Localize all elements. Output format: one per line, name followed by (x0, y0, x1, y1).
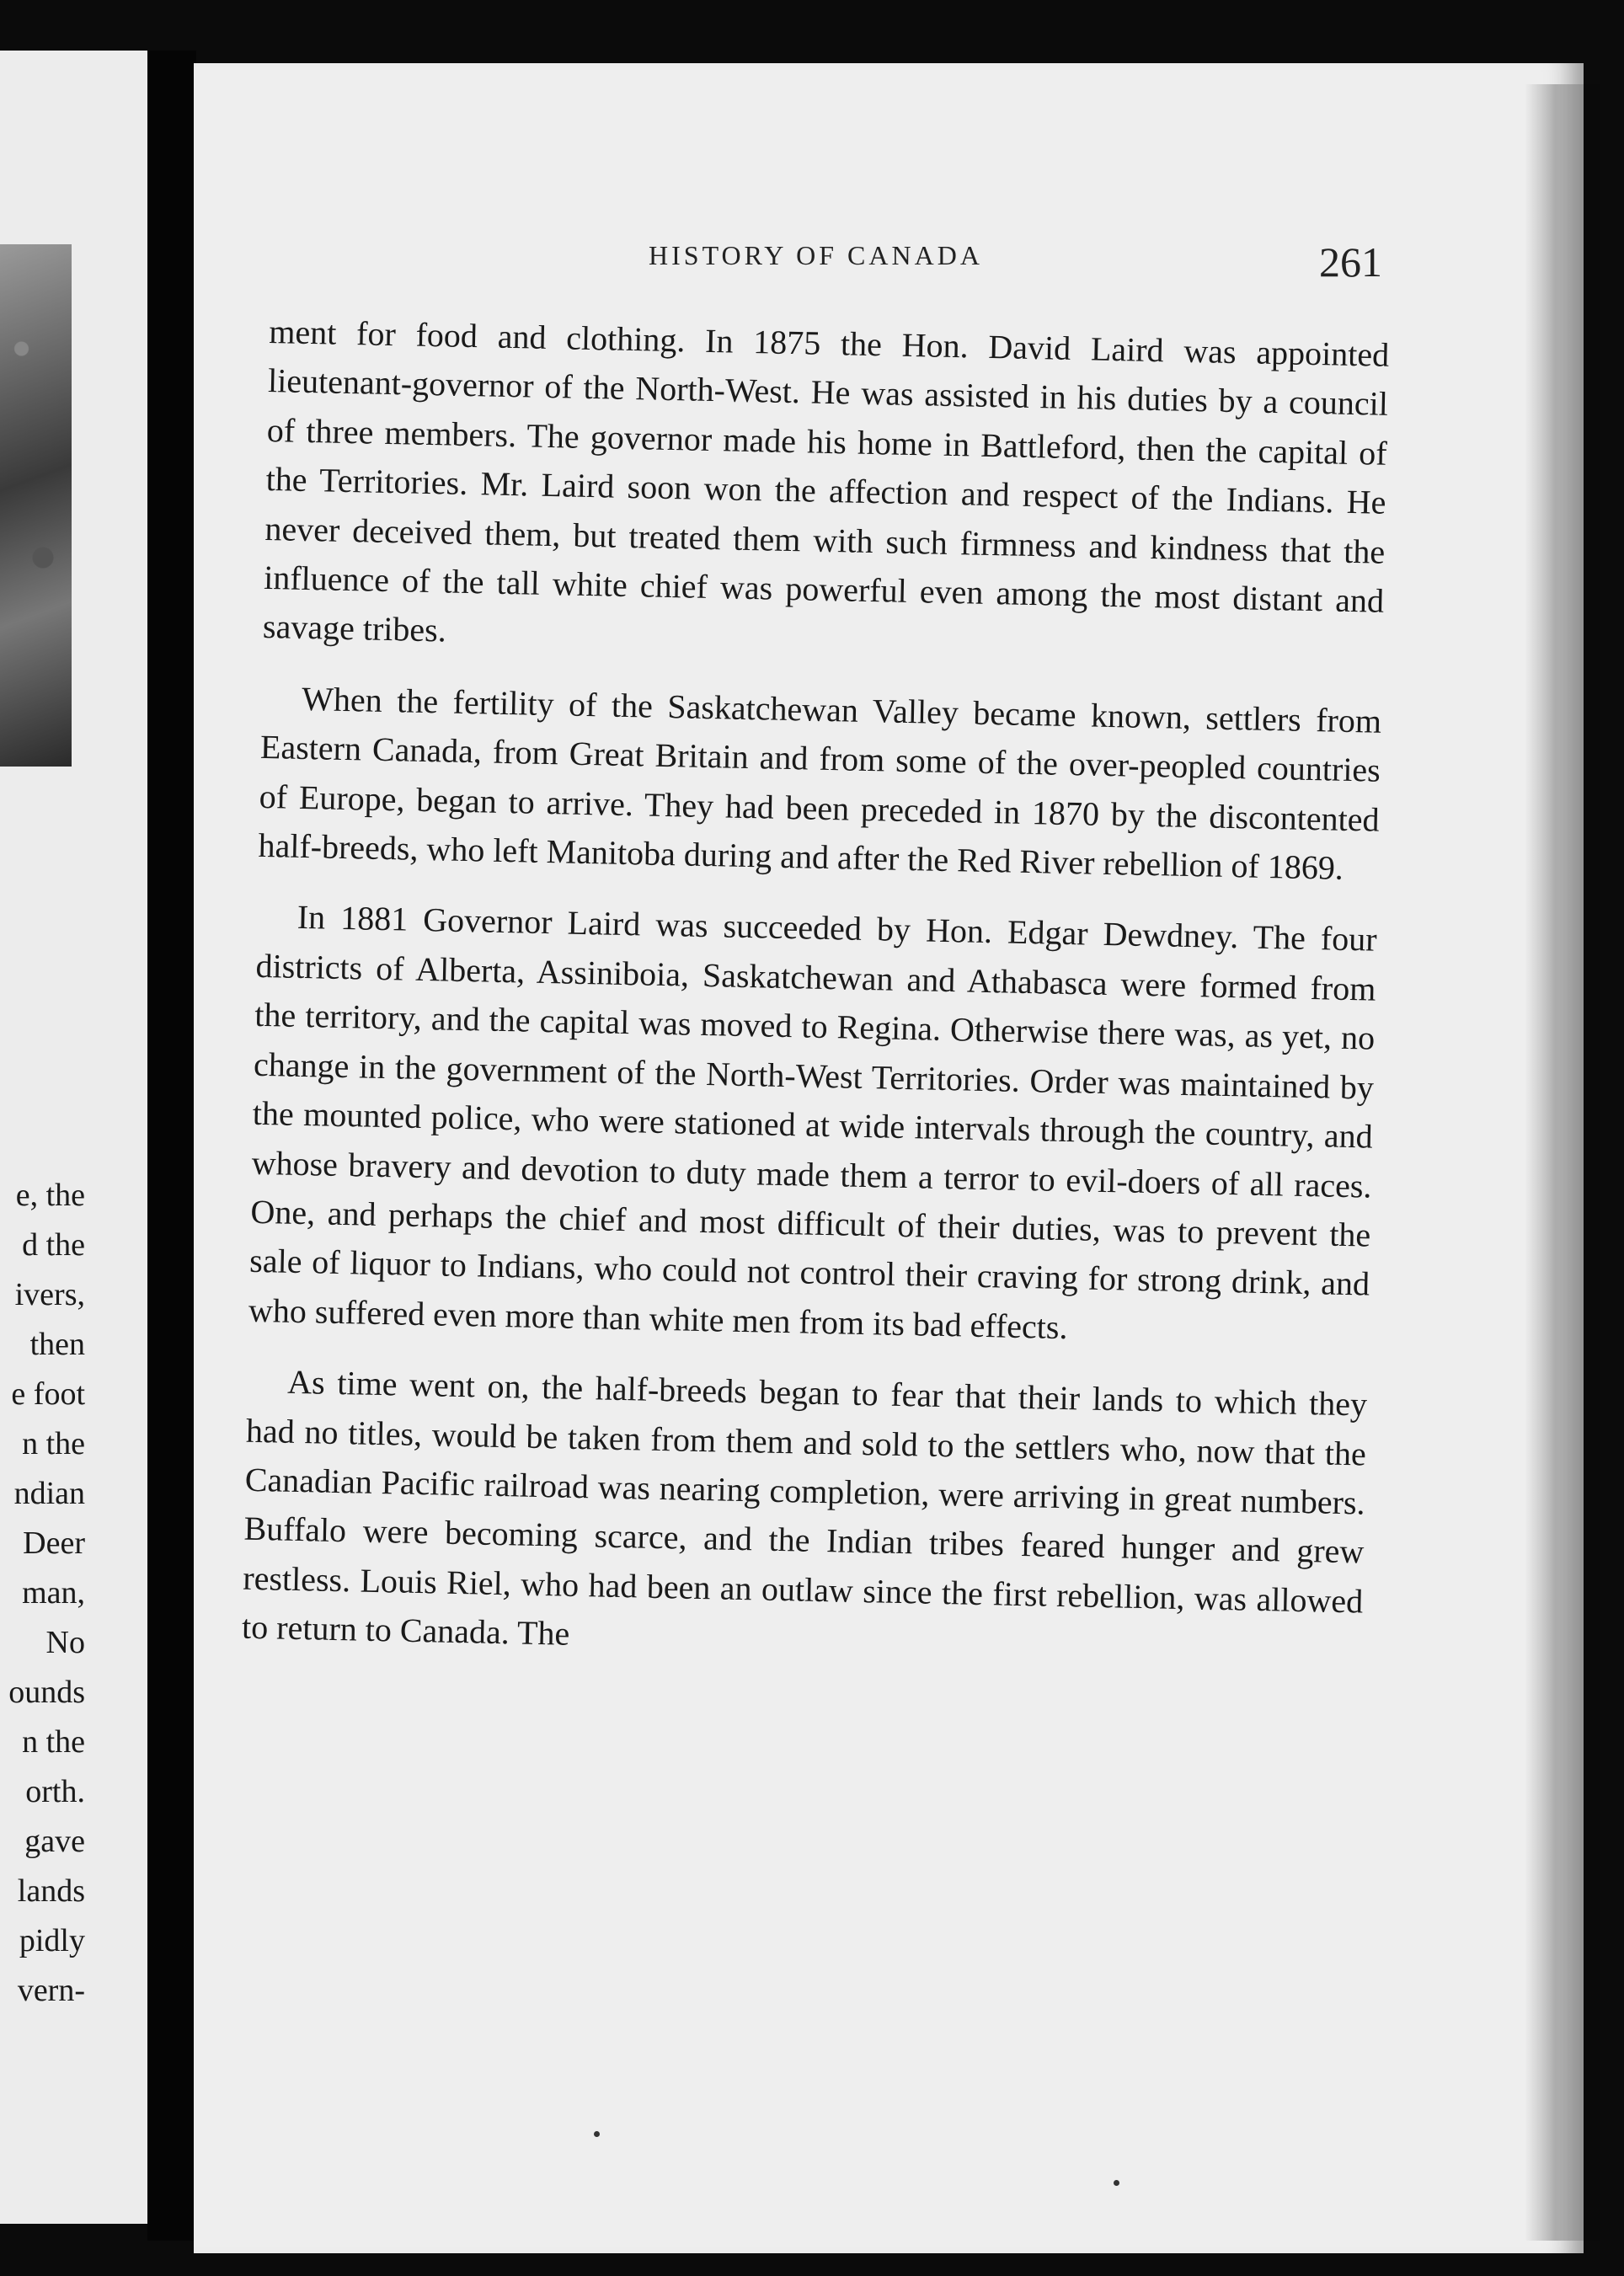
print-speck (594, 2131, 600, 2137)
left-page-illustration (0, 244, 72, 767)
left-line: orth. (25, 1774, 85, 1809)
left-line: pidly (19, 1923, 85, 1958)
left-line: ndian (13, 1476, 85, 1511)
left-line: Deer (23, 1525, 85, 1561)
print-speck (1114, 2180, 1119, 2186)
left-page (0, 51, 147, 2224)
paragraph: In 1881 Governor Laird was succeeded by Hon. Edgar Dewdney. The four districts of Alberta, Assiniboia, Saskatchewan and Athabasca were formed from the territory, and the capital was moved to Regina. Otherwise there was, as yet, no change in the government of the North-West Territories. Order was maintained by the mounted police, who were stationed at wide intervals through the country, and whose bravery and devotion to duty made them a terror to evil-doers of all races. One, and perhaps the chief and most difficult of their duties, was to prevent the sale of liquor to Indians, who could not control their craving for strong drink, and who suffered even more than white men from its bad effects. (248, 898, 1378, 1346)
left-line: gave (24, 1824, 85, 1859)
left-line: No (45, 1625, 85, 1660)
book-gutter (147, 51, 196, 2241)
left-line: lands (17, 1873, 85, 1909)
paragraph: When the fertility of the Saskatchewan Valley became known, settlers from Eastern Canada, from Great Britain and from some of the over-peopled countries of Europe, began to arrive. They had been preceded in 1870 by the discontented half-breeds, who left Manitoba during and after the Red River rebellion of 1869. (258, 679, 1382, 887)
paragraph: ment for food and clothing. In 1875 the Hon. David Laird was appointed lieutenant-governor of the North-West. He was assisted in his duties by a council of three members. The governor made his home in Battleford, then the capital of the Territories. Mr. Laird soon won the affection and respect of the Indians. He never deceived them, but treated them with such firmness and kindness that the influence of the tall white chief was powerful even among the most distant and savage tribes. (262, 312, 1390, 649)
left-line: man, (22, 1575, 85, 1611)
left-line: then (29, 1327, 85, 1362)
body-text (242, 307, 1390, 1675)
page-number: 261 (1319, 238, 1382, 286)
left-line: n the (22, 1724, 85, 1760)
left-page-text (8, 1171, 85, 2016)
paragraph: As time went on, the half-breeds began to fear that their lands to which they had no titles, would be taken from them and sold to the settlers who, now that the Canadian Pacific railroad was nearing completion, were arriving in great numbers. Buffalo were becoming scarce, and the Indian tribes feared hunger and grew restless. Louis Riel, who had been an outlaw since the first rebellion, was allowed to return to Canada. The (241, 1362, 1368, 1653)
left-line: ounds (8, 1675, 85, 1710)
left-line: e, the (15, 1178, 85, 1213)
page-edge-shadow (1525, 84, 1600, 2241)
left-line: ivers, (14, 1277, 85, 1312)
left-line: e foot (11, 1376, 85, 1412)
left-line: vern- (17, 1973, 85, 2008)
left-line: n the (22, 1426, 85, 1461)
running-head: HISTORY OF CANADA (649, 240, 983, 270)
left-line: d the (22, 1227, 85, 1263)
